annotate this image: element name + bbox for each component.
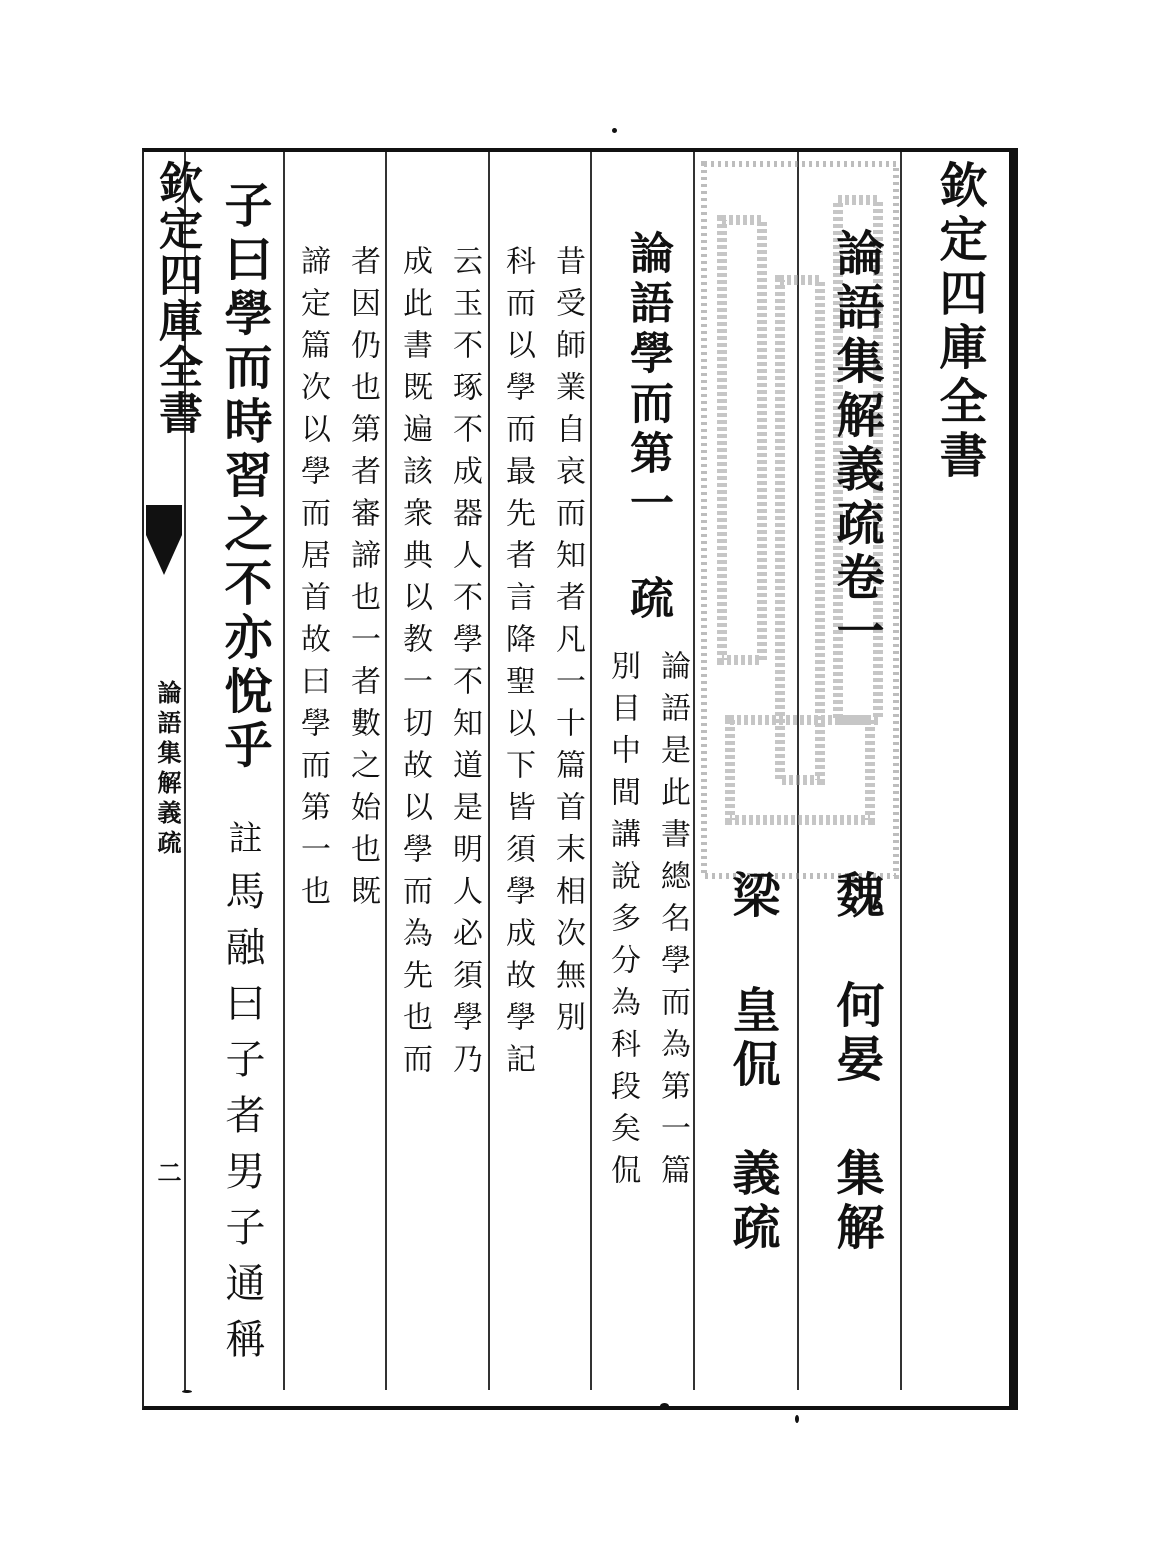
note-marker: 註 [222,820,262,868]
commentary-body-line: 科而以學而最先者言降聖以下皆須學成故學記 [500,245,535,1085]
author-dynasty-1: 魏 [828,870,884,924]
margin-running-title: 論語集解義疏 [153,680,182,860]
column-rule [900,152,902,1390]
column-rule [488,152,490,1390]
author-name-2: 皇侃 [724,985,780,1093]
commentary-line: 別目中間講說多分為科段矣侃 [605,650,640,1196]
ink-speck [182,1390,192,1393]
fish-tail-mark-icon [146,505,182,575]
commentary-marker: 疏 [622,575,673,625]
margin-page-number: 二 [153,1160,182,1190]
author-dynasty-2: 梁 [724,870,780,924]
commentary-body-line: 昔受師業自哀而知者凡一十篇首末相次無別 [550,245,585,1043]
commentary-line: 論語是此書總名學而為第一篇 [655,650,690,1196]
column-rule [590,152,592,1390]
author-role-2: 義疏 [724,1148,780,1256]
ink-speck [660,1403,669,1409]
main-quote: 子曰學而時習之不亦悅乎 [216,180,272,774]
commentary-body-line: 者因仍也第者審諦也一者數之始也既 [345,245,380,917]
commentary-body-line: 成此書既遍該衆典以教一切故以學而為先也而 [397,245,432,1085]
author-role-1: 集解 [828,1148,884,1256]
column-rule [385,152,387,1390]
book-title: 論語集解義疏卷一 [828,228,884,660]
margin-collection-title: 欽定四庫全書 [151,160,202,436]
collection-title: 欽定四庫全書 [931,160,987,484]
column-rule [283,152,285,1390]
annotation-note: 馬融曰子者男子通稱 [219,870,265,1374]
chapter-heading: 論語學而第一 [622,230,673,530]
author-name-1: 何晏 [828,980,884,1088]
commentary-body-line: 諦定篇次以學而居首故曰學而第一也 [295,245,330,917]
commentary-body-line: 云玉不琢不成器人不學不知道是明人必須學乃 [447,245,482,1085]
ink-speck [612,128,617,133]
ink-speck [795,1415,799,1423]
